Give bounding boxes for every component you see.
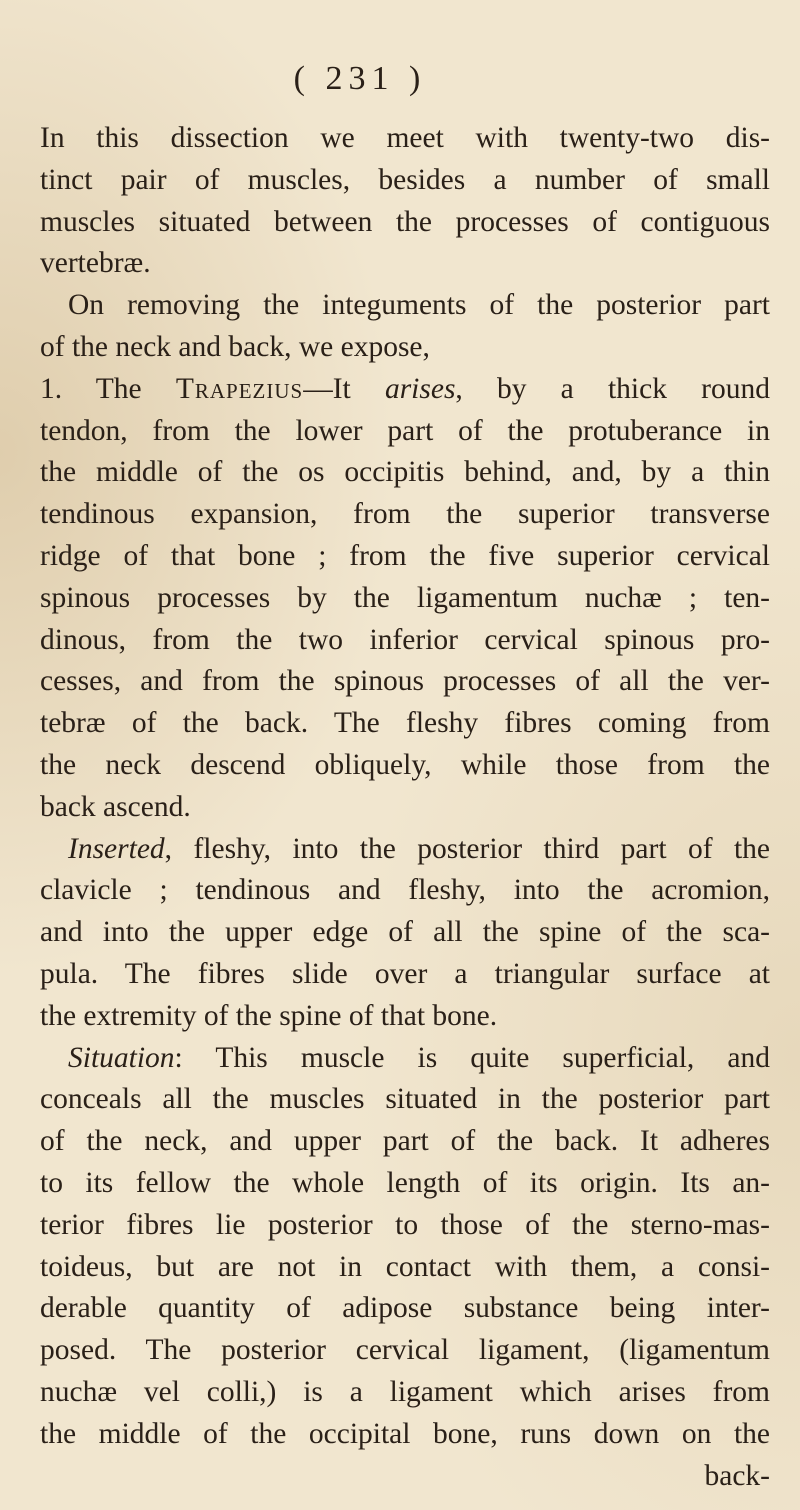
text-segment: spinous processes by the ligamentum nuchæ ; ten- <box>40 581 770 614</box>
text-segment: of the neck and back, we expose, <box>40 330 430 363</box>
text-segment: : This muscle is quite superficial, and <box>174 1041 770 1074</box>
text-line <box>40 1288 770 1330</box>
text-segment: posed. The posterior cervical ligament, (ligamentum <box>40 1334 770 1367</box>
body-text <box>40 118 770 1497</box>
text-line <box>40 1163 770 1205</box>
text-segment: terior fibres lie posterior to those of the sterno-mas- <box>40 1208 770 1241</box>
text-segment: —It <box>303 372 385 405</box>
text-segment: pula. The fibres slide over a triangular surface at <box>40 957 770 990</box>
text-segment: nuchæ vel colli,) is a ligament which arises from <box>40 1375 770 1408</box>
text-segment: In this dissection we meet with twenty-two dis- <box>40 122 770 154</box>
text-segment: of the neck, and upper part of the back. It adheres <box>40 1125 770 1158</box>
text-segment: arises <box>384 372 456 405</box>
text-line <box>40 118 770 160</box>
text-line <box>40 369 770 411</box>
text-line <box>40 243 770 285</box>
text-line <box>40 745 770 787</box>
text-segment: vertebræ. <box>40 247 151 280</box>
text-line <box>40 912 770 954</box>
text-segment: derable quantity of adipose substance being inter- <box>40 1292 770 1325</box>
book-page <box>40 0 770 1510</box>
text-segment: the extremity of the spine of that bone. <box>40 999 498 1032</box>
text-segment: the middle of the occipital bone, runs down on the <box>40 1417 770 1450</box>
text-segment: ridge of that bone ; from the five superior cervical <box>40 539 770 572</box>
text-segment: tendinous expansion, from the superior transverse <box>40 498 770 531</box>
text-line <box>40 452 770 494</box>
text-segment: toideus, but are not in contact with them, a consi- <box>40 1250 770 1283</box>
text-segment: tinct pair of muscles, besides a number of small <box>40 163 770 196</box>
text-segment: 1. The <box>40 372 176 405</box>
text-segment: On removing the integuments of the posterior part <box>68 289 770 322</box>
text-segment: Trapezius <box>175 372 304 405</box>
text-line <box>40 1330 770 1372</box>
text-line <box>40 1038 770 1080</box>
text-segment: tendon, from the lower part of the protuberance in <box>40 414 770 447</box>
text-line <box>40 787 770 829</box>
text-line <box>40 578 770 620</box>
text-line <box>40 327 770 369</box>
text-segment: conceals all the muscles situated in the posterior part <box>40 1083 770 1116</box>
page-number: ( 231 ) <box>293 60 427 97</box>
text-segment: , fleshy, into the posterior third part of the <box>164 832 770 865</box>
text-line <box>40 536 770 578</box>
text-line <box>40 620 770 662</box>
text-line <box>40 1456 770 1498</box>
text-line <box>40 1414 770 1456</box>
text-segment: and into the upper edge of all the spine of the sca- <box>40 916 770 949</box>
text-line <box>40 1205 770 1247</box>
text-line <box>40 202 770 244</box>
text-line <box>40 1121 770 1163</box>
text-segment: back ascend. <box>40 790 191 823</box>
text-line <box>40 996 770 1038</box>
text-segment: to its fellow the whole length of its origin. Its an- <box>40 1166 770 1199</box>
text-line <box>40 411 770 453</box>
text-line <box>40 954 770 996</box>
text-line <box>40 661 770 703</box>
text-segment: Situation <box>68 1041 175 1074</box>
text-segment: the middle of the os occipitis behind, and, by a thin <box>40 456 770 489</box>
text-segment: clavicle ; tendinous and fleshy, into the acromion, <box>40 874 770 907</box>
text-line <box>40 494 770 536</box>
text-segment: muscles situated between the processes of contiguous <box>40 205 770 238</box>
text-segment: , by a thick round <box>455 372 770 405</box>
text-line <box>40 703 770 745</box>
text-segment: dinous, from the two inferior cervical spinous pro- <box>40 623 770 656</box>
text-segment: cesses, and from the spinous processes of all the ver- <box>40 665 770 698</box>
text-line <box>40 160 770 202</box>
text-line <box>40 1079 770 1121</box>
text-segment: the neck descend obliquely, while those from the <box>40 748 770 781</box>
text-segment: tebræ of the back. The fleshy fibres coming from <box>40 707 770 740</box>
text-line <box>40 285 770 327</box>
text-line <box>40 829 770 871</box>
text-line <box>40 1247 770 1289</box>
text-line <box>40 1372 770 1414</box>
text-segment: Inserted <box>68 832 165 865</box>
text-line <box>40 870 770 912</box>
text-segment: back- <box>704 1459 770 1492</box>
